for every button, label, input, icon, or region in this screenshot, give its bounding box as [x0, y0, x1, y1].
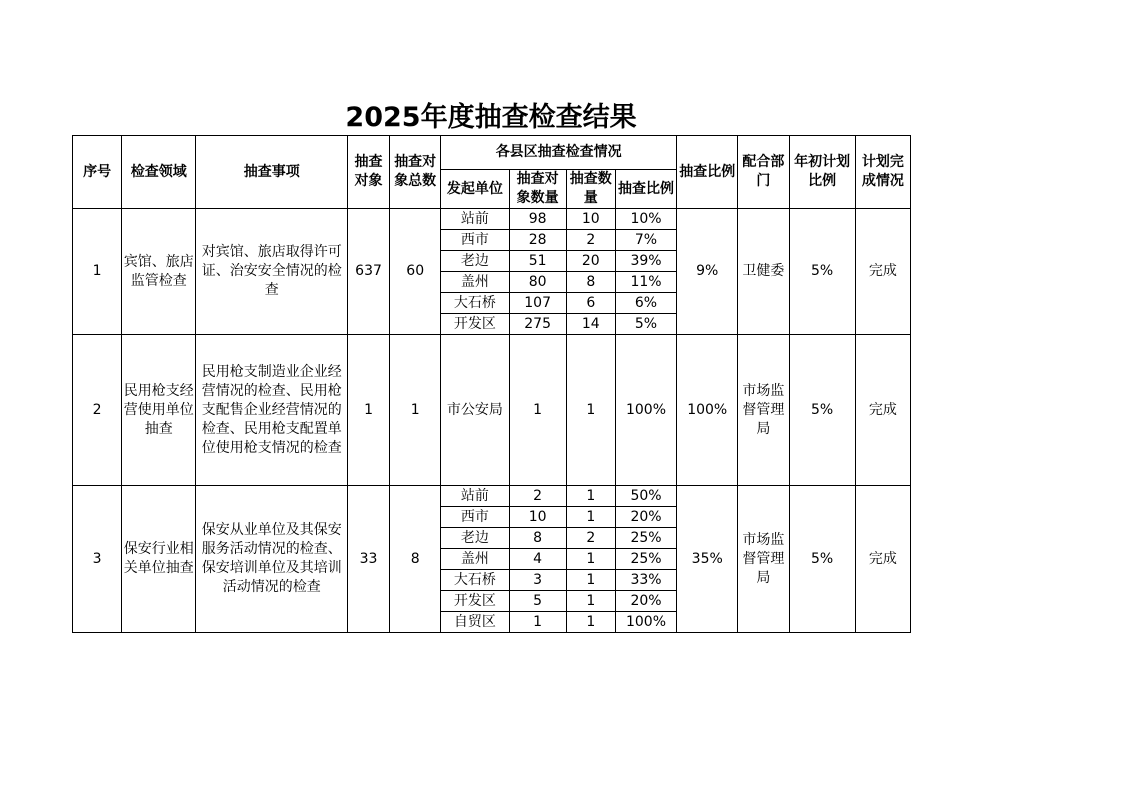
unit-cell: 开发区	[441, 591, 509, 612]
group-total: 60	[390, 209, 441, 335]
header-dept: 配合部门	[738, 136, 789, 209]
group-total: 8	[390, 486, 441, 633]
ratio-cell: 33%	[615, 570, 676, 591]
group-ratio: 9%	[677, 209, 738, 335]
inspection-results-table	[72, 135, 911, 633]
count-cell: 4	[509, 549, 566, 570]
header-item: 抽查事项	[196, 136, 348, 209]
header-overall-ratio: 抽查比例	[677, 136, 738, 209]
unit-cell: 站前	[441, 209, 509, 230]
group-objects: 1	[347, 335, 389, 486]
header-unit: 发起单位	[441, 170, 509, 209]
group-plan: 5%	[789, 335, 855, 486]
unit-cell: 大石桥	[441, 570, 509, 591]
header-ratio: 抽查比例	[615, 170, 676, 209]
header-count: 抽查对象数量	[509, 170, 566, 209]
num-cell: 1	[566, 570, 615, 591]
count-cell: 1	[509, 335, 566, 486]
num-cell: 2	[566, 528, 615, 549]
group-plan: 5%	[789, 486, 855, 633]
num-cell: 1	[566, 549, 615, 570]
group-objects: 637	[347, 209, 389, 335]
ratio-cell: 100%	[615, 335, 676, 486]
unit-cell: 盖州	[441, 272, 509, 293]
group-status: 完成	[855, 486, 910, 633]
table-row	[73, 486, 911, 507]
ratio-cell: 20%	[615, 591, 676, 612]
group-seq: 1	[73, 209, 122, 335]
unit-cell: 自贸区	[441, 612, 509, 633]
header-field: 检查领域	[122, 136, 196, 209]
count-cell: 275	[509, 314, 566, 335]
count-cell: 3	[509, 570, 566, 591]
num-cell: 8	[566, 272, 615, 293]
ratio-cell: 5%	[615, 314, 676, 335]
num-cell: 1	[566, 335, 615, 486]
group-seq: 3	[73, 486, 122, 633]
group-ratio: 100%	[677, 335, 738, 486]
count-cell: 8	[509, 528, 566, 549]
num-cell: 2	[566, 230, 615, 251]
num-cell: 14	[566, 314, 615, 335]
ratio-cell: 39%	[615, 251, 676, 272]
num-cell: 20	[566, 251, 615, 272]
count-cell: 28	[509, 230, 566, 251]
group-dept: 市场监督管理局	[738, 486, 789, 633]
unit-cell: 西市	[441, 230, 509, 251]
ratio-cell: 6%	[615, 293, 676, 314]
num-cell: 1	[566, 507, 615, 528]
table-row	[73, 209, 911, 230]
group-item: 保安从业单位及其保安服务活动情况的检查、保安培训单位及其培训活动情况的检查	[196, 486, 348, 633]
group-seq: 2	[73, 335, 122, 486]
header-plan: 年初计划比例	[789, 136, 855, 209]
group-total: 1	[390, 335, 441, 486]
ratio-cell: 20%	[615, 507, 676, 528]
unit-cell: 开发区	[441, 314, 509, 335]
ratio-cell: 7%	[615, 230, 676, 251]
group-ratio: 35%	[677, 486, 738, 633]
group-item: 对宾馆、旅店取得许可证、治安安全情况的检查	[196, 209, 348, 335]
count-cell: 10	[509, 507, 566, 528]
num-cell: 10	[566, 209, 615, 230]
count-cell: 107	[509, 293, 566, 314]
unit-cell: 老边	[441, 251, 509, 272]
table-row	[73, 335, 911, 486]
group-status: 完成	[855, 209, 910, 335]
group-field: 宾馆、旅店监管检查	[122, 209, 196, 335]
num-cell: 1	[566, 612, 615, 633]
group-plan: 5%	[789, 209, 855, 335]
header-num: 抽查数量	[566, 170, 615, 209]
page-title: 2025年度抽查检查结果	[345, 102, 637, 133]
group-dept: 卫健委	[738, 209, 789, 335]
header-seq: 序号	[73, 136, 122, 209]
num-cell: 6	[566, 293, 615, 314]
header-county-group: 各县区抽查检查情况	[441, 136, 677, 170]
group-field: 保安行业相关单位抽查	[122, 486, 196, 633]
group-item: 民用枪支制造业企业经营情况的检查、民用枪支配售企业经营情况的检查、民用枪支配置单位使用枪支情况的检查	[196, 335, 348, 486]
unit-cell: 大石桥	[441, 293, 509, 314]
ratio-cell: 11%	[615, 272, 676, 293]
count-cell: 1	[509, 612, 566, 633]
count-cell: 80	[509, 272, 566, 293]
ratio-cell: 50%	[615, 486, 676, 507]
ratio-cell: 25%	[615, 549, 676, 570]
ratio-cell: 25%	[615, 528, 676, 549]
group-status: 完成	[855, 335, 910, 486]
unit-cell: 盖州	[441, 549, 509, 570]
header-row	[73, 136, 911, 170]
header-objects: 抽查对象	[347, 136, 389, 209]
count-cell: 98	[509, 209, 566, 230]
ratio-cell: 100%	[615, 612, 676, 633]
count-cell: 51	[509, 251, 566, 272]
num-cell: 1	[566, 591, 615, 612]
group-field: 民用枪支经营使用单位抽查	[122, 335, 196, 486]
group-dept: 市场监督管理局	[738, 335, 789, 486]
group-objects: 33	[347, 486, 389, 633]
count-cell: 2	[509, 486, 566, 507]
unit-cell: 市公安局	[441, 335, 509, 486]
num-cell: 1	[566, 486, 615, 507]
unit-cell: 老边	[441, 528, 509, 549]
ratio-cell: 10%	[615, 209, 676, 230]
unit-cell: 西市	[441, 507, 509, 528]
unit-cell: 站前	[441, 486, 509, 507]
header-status: 计划完成情况	[855, 136, 910, 209]
count-cell: 5	[509, 591, 566, 612]
header-total: 抽查对象总数	[390, 136, 441, 209]
